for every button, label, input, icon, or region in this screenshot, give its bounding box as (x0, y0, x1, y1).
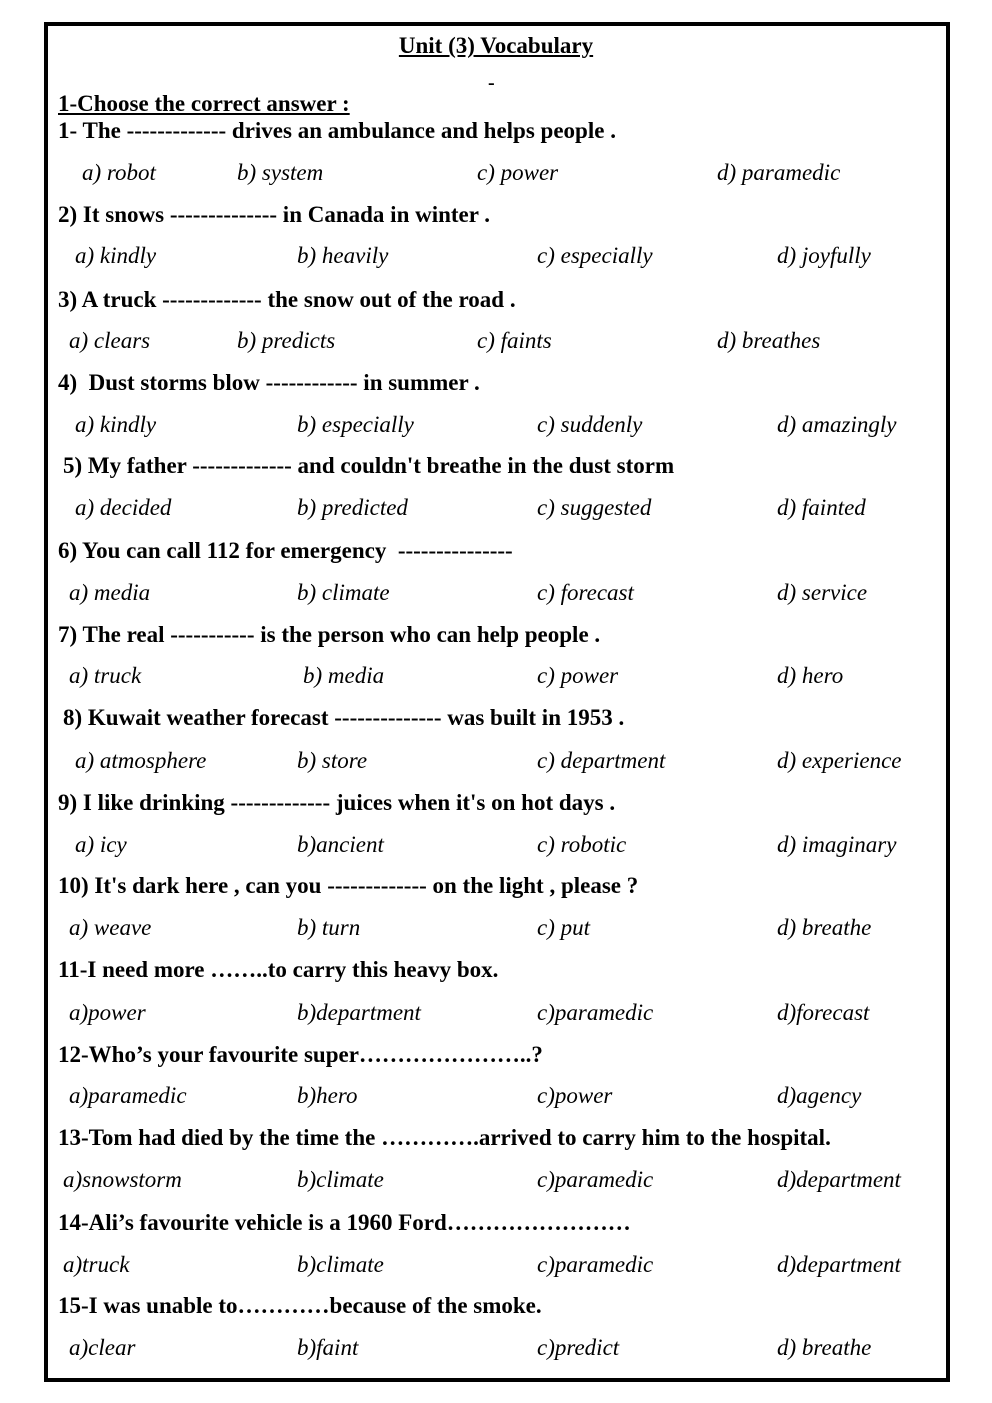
question-11-option-b: b)department (297, 1000, 421, 1025)
page-title: Unit (3) Vocabulary (398, 33, 594, 58)
question-7-option-b: b) media (303, 663, 385, 688)
question-5-option-b: b) predicted (297, 495, 408, 520)
question-5-option-a: a) decided (75, 495, 172, 520)
question-8-option-c: c) department (537, 748, 666, 773)
question-1-option-b: b) system (237, 160, 324, 185)
question-3-option-b: b) predicts (237, 328, 336, 353)
question-11-option-d: d)forecast (777, 1000, 870, 1025)
question-6-option-c: c) forecast (537, 580, 634, 605)
question-1-option-d: d) paramedic (717, 160, 841, 185)
question-10-option-d: d) breathe (777, 915, 872, 940)
question-9: 9) I like drinking ------------- juices when it's on hot days . (58, 790, 616, 815)
question-2: 2) It snows -------------- in Canada in winter . (58, 202, 491, 227)
question-8: 8) Kuwait weather forecast -------------- was built in 1953 . (63, 705, 625, 730)
question-11: 11-I need more ……..to carry this heavy box. (58, 957, 499, 982)
question-3-option-c: c) faints (477, 328, 552, 353)
question-14-option-d: d)department (777, 1252, 901, 1277)
question-6: 6) You can call 112 for emergency --------------- (58, 538, 513, 563)
question-9-option-c: c) robotic (537, 832, 627, 857)
question-6-option-b: b) climate (297, 580, 390, 605)
question-7-option-c: c) power (537, 663, 619, 688)
question-6-option-d: d) service (777, 580, 868, 605)
question-14: 14-Ali’s favourite vehicle is a 1960 Ford…………………… (58, 1210, 631, 1235)
question-4-option-a: a) kindly (75, 412, 157, 437)
question-6-option-a: a) media (69, 580, 151, 605)
question-7-option-d: d) hero (777, 663, 844, 688)
question-15-option-c: c)predict (537, 1335, 620, 1360)
question-4-option-c: c) suddenly (537, 412, 643, 437)
question-12-option-c: c)power (537, 1083, 613, 1108)
question-14-option-c: c)paramedic (537, 1252, 654, 1277)
question-9-option-a: a) icy (75, 832, 127, 857)
question-2-option-b: b) heavily (297, 243, 389, 268)
question-7: 7) The real ----------- is the person who can help people . (58, 622, 601, 647)
question-7-option-a: a) truck (69, 663, 142, 688)
question-14-option-a: a)truck (63, 1252, 130, 1277)
question-1-option-a: a) robot (82, 160, 156, 185)
question-8-option-a: a) atmosphere (75, 748, 207, 773)
question-9-option-b: b)ancient (297, 832, 384, 857)
question-13-option-d: d)department (777, 1167, 901, 1192)
question-8-option-b: b) store (297, 748, 368, 773)
question-9-option-d: d) imaginary (777, 832, 897, 857)
question-3-option-d: d) breathes (717, 328, 821, 353)
section-heading: 1-Choose the correct answer : (58, 91, 350, 116)
question-3: 3) A truck ------------- the snow out of the road . (58, 287, 516, 312)
question-10-option-b: b) turn (297, 915, 361, 940)
question-10-option-a: a) weave (69, 915, 152, 940)
question-10: 10) It's dark here , can you ------------- on the light , please ? (58, 873, 639, 898)
question-10-option-c: c) put (537, 915, 591, 940)
question-12: 12-Who’s your favourite super…………………..? (58, 1042, 543, 1067)
question-4: 4) Dust storms blow ------------ in summer . (58, 370, 480, 395)
question-15: 15-I was unable to…………because of the smoke. (58, 1293, 542, 1318)
question-11-option-a: a)power (69, 1000, 146, 1025)
question-5-option-c: c) suggested (537, 495, 652, 520)
question-13-option-c: c)paramedic (537, 1167, 654, 1192)
question-15-option-d: d) breathe (777, 1335, 872, 1360)
question-5: 5) My father ------------- and couldn't breathe in the dust storm (63, 453, 675, 478)
question-2-option-d: d) joyfully (777, 243, 871, 268)
question-8-option-d: d) experience (777, 748, 902, 773)
question-13: 13-Tom had died by the time the ………….arrived to carry him to the hospital. (58, 1125, 831, 1150)
question-13-option-a: a)snowstorm (63, 1167, 182, 1192)
question-13-option-b: b)climate (297, 1167, 384, 1192)
question-15-option-b: b)faint (297, 1335, 359, 1360)
title-dash: - (488, 72, 495, 94)
question-4-option-d: d) amazingly (777, 412, 897, 437)
question-4-option-b: b) especially (297, 412, 414, 437)
question-3-option-a: a) clears (69, 328, 151, 353)
question-2-option-a: a) kindly (75, 243, 157, 268)
question-2-option-c: c) especially (537, 243, 653, 268)
question-12-option-b: b)hero (297, 1083, 358, 1108)
question-12-option-d: d)agency (777, 1083, 862, 1108)
question-1-option-c: c) power (477, 160, 559, 185)
question-1: 1- The ------------- drives an ambulance and helps people . (58, 118, 616, 143)
question-15-option-a: a)clear (69, 1335, 136, 1360)
question-12-option-a: a)paramedic (69, 1083, 187, 1108)
question-14-option-b: b)climate (297, 1252, 384, 1277)
question-5-option-d: d) fainted (777, 495, 866, 520)
question-11-option-c: c)paramedic (537, 1000, 654, 1025)
